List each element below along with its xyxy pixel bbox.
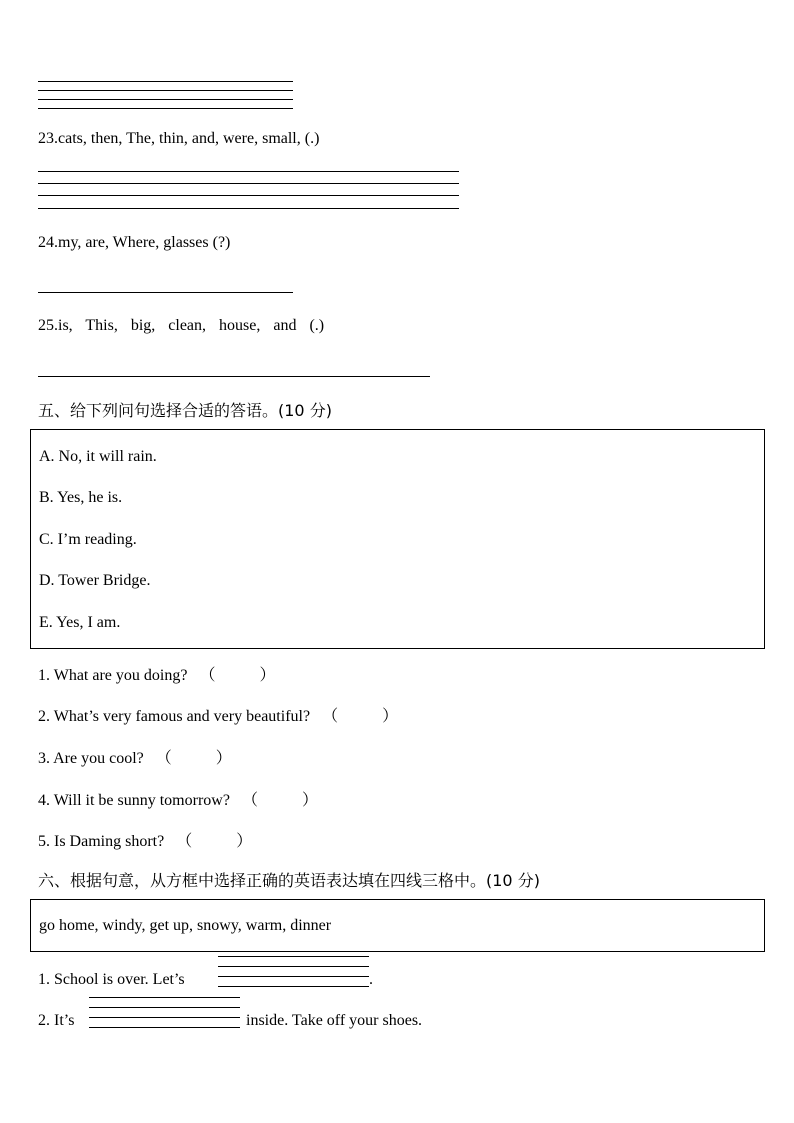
paren-close: ） bbox=[215, 750, 232, 767]
match-question-4-text: 4. Will it be sunny tomorrow? bbox=[38, 792, 230, 809]
option-e: E. Yes, I am. bbox=[39, 614, 121, 631]
answer-line-24[interactable] bbox=[38, 292, 293, 293]
paren-close: ） bbox=[259, 667, 276, 684]
fill-question-2-after: inside. Take off your shoes. bbox=[246, 1012, 423, 1029]
match-question-2-text: 2. What’s very famous and very beautiful? bbox=[38, 708, 311, 725]
option-d: D. Tower Bridge. bbox=[39, 572, 151, 589]
match-question-3 bbox=[38, 745, 232, 768]
match-question-5-text: 5. Is Daming short? bbox=[38, 833, 165, 850]
word-bank-box bbox=[30, 899, 765, 952]
option-c: C. I’m reading. bbox=[39, 531, 137, 548]
paren-close: ） bbox=[236, 833, 253, 850]
section-6-heading: 六、根据句意，从方框中选择正确的英语表达填在四线三格中。(10 分) bbox=[38, 871, 540, 890]
match-question-2 bbox=[38, 703, 398, 726]
fill-question-1-before: 1. School is over. Let’s bbox=[38, 971, 185, 988]
match-question-4 bbox=[38, 787, 318, 810]
question-25 bbox=[38, 317, 324, 335]
answer-blank-2[interactable] bbox=[322, 703, 398, 726]
answer-blank-4[interactable] bbox=[242, 787, 318, 810]
paren-close: ） bbox=[301, 792, 318, 809]
paren-open: （ bbox=[199, 667, 216, 684]
writing-grid-top[interactable] bbox=[38, 81, 293, 109]
option-a: A. No, it will rain. bbox=[39, 448, 157, 465]
writing-grid-fill-2[interactable] bbox=[89, 997, 240, 1028]
writing-grid-23[interactable] bbox=[38, 171, 459, 209]
fill-question-2 bbox=[38, 1012, 74, 1030]
section-5-heading: 五、给下列问句选择合适的答语。(10 分) bbox=[38, 401, 332, 420]
writing-grid-fill-1[interactable] bbox=[218, 956, 369, 987]
paren-open: （ bbox=[176, 833, 193, 850]
question-24: 24.my, are, Where, glasses (?) bbox=[38, 234, 231, 251]
fill-question-2-before: 2. It’s bbox=[38, 1012, 75, 1029]
answer-blank-1[interactable] bbox=[199, 662, 275, 685]
paren-open: （ bbox=[241, 792, 258, 809]
answer-blank-3[interactable] bbox=[156, 745, 232, 768]
fill-question-1-after: . bbox=[369, 971, 373, 988]
fill-question-1 bbox=[38, 971, 185, 989]
question-23: 23.cats, then, The, thin, and, were, small, (.) bbox=[38, 130, 320, 147]
answer-blank-5[interactable] bbox=[176, 828, 252, 851]
paren-open: （ bbox=[155, 750, 172, 767]
options-box bbox=[30, 429, 765, 649]
match-question-5 bbox=[38, 828, 252, 851]
question-25-text: 25.is, This, big, clean, house, and (.) bbox=[38, 317, 325, 334]
answer-line-25[interactable] bbox=[38, 376, 430, 377]
word-bank: go home, windy, get up, snowy, warm, dinner bbox=[39, 917, 332, 934]
paren-open: （ bbox=[322, 708, 339, 725]
match-question-1-text: 1. What are you doing? bbox=[38, 667, 188, 684]
paren-close: ） bbox=[382, 708, 399, 725]
option-b: B. Yes, he is. bbox=[39, 489, 123, 506]
match-question-3-text: 3. Are you cool? bbox=[38, 750, 144, 767]
match-question-1 bbox=[38, 662, 275, 685]
